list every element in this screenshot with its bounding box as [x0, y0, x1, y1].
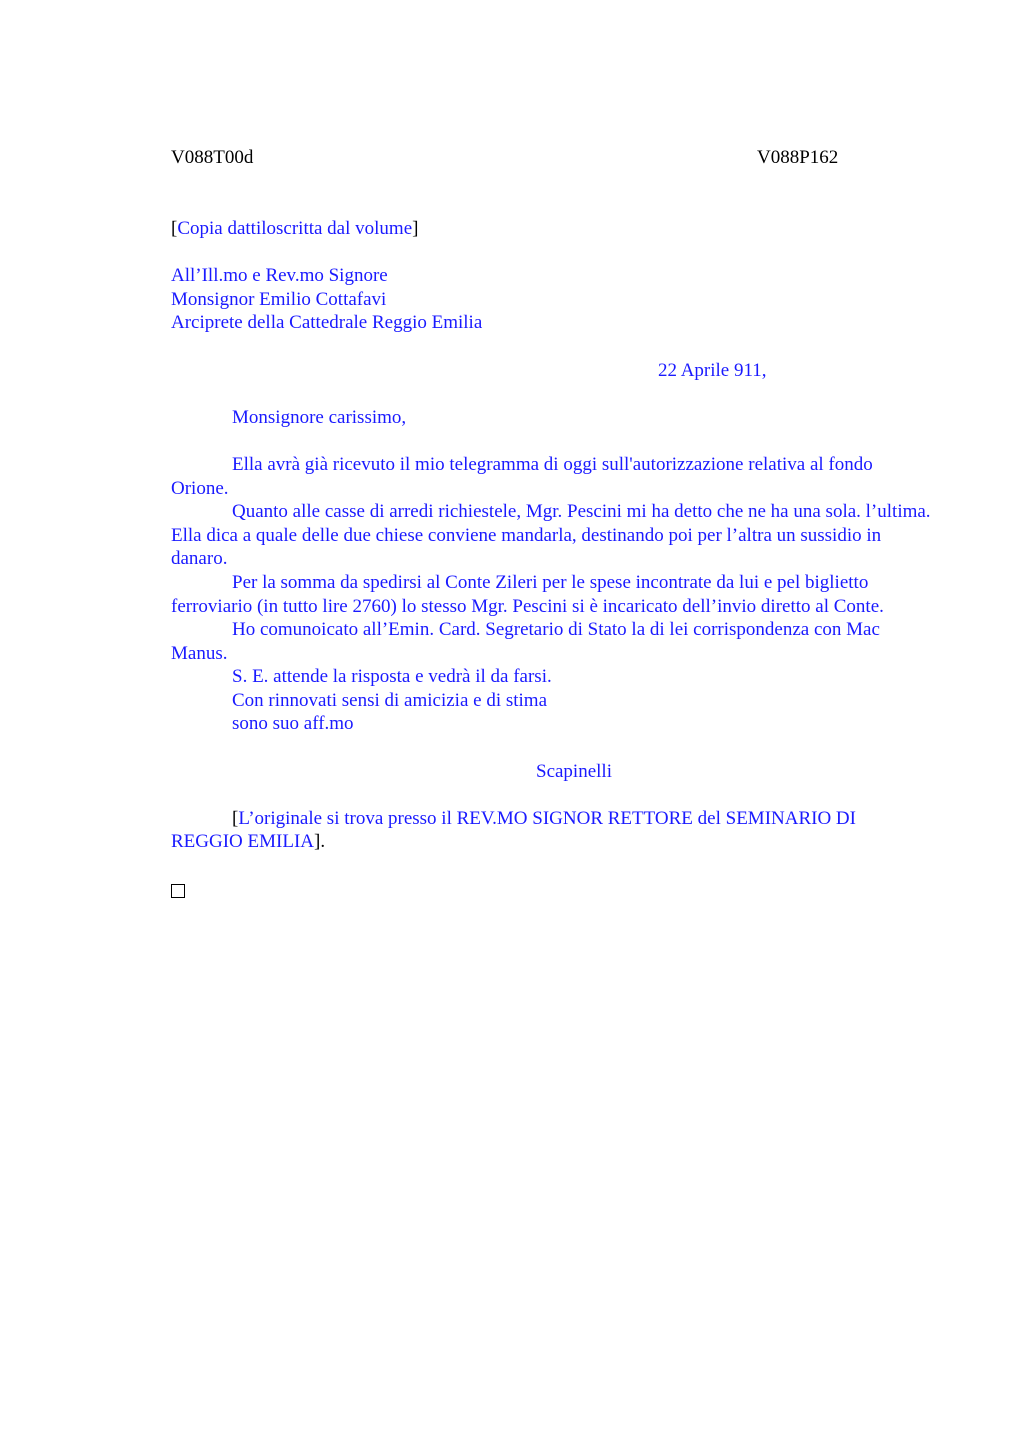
address-line-2: Monsignor Emilio Cottafavi: [171, 288, 387, 310]
letter-body: [171, 453, 931, 736]
end-of-document-square-icon: [171, 884, 185, 898]
body-paragraph-6: Con rinnovati sensi di amicizia e di stima: [232, 689, 548, 711]
page-code-right: V088P162: [757, 147, 839, 168]
source-note-open-bracket: [: [171, 218, 178, 239]
address-block: [171, 264, 931, 335]
end-marker: [171, 878, 931, 904]
body-paragraph-5: S. E. attende la risposta e vedrà il da farsi.: [232, 666, 552, 688]
original-note-open-bracket: [: [232, 807, 239, 829]
source-note-close-bracket: ]: [412, 218, 419, 239]
original-note: [171, 807, 931, 854]
body-paragraph-4: Ho comunoicato all’Emin. Card. Segretario di Stato la di lei corrispondenza con Mac Manus.: [171, 619, 880, 664]
volume-code-left: V088T00d: [171, 147, 254, 168]
source-note: [171, 217, 931, 241]
source-note-text: Copia dattiloscritta dal volume: [177, 218, 413, 239]
salutation: Monsignore carissimo,: [232, 406, 407, 428]
body-paragraph-2: Quanto alle casse di arredi richiestele, Mgr. Pescini mi ha detto che ne ha una sola. l’ultima. Ella dica a quale delle due chiese conviene mandarla, destinando poi per l’altra un sussidio in danaro.: [171, 501, 931, 570]
body-paragraph-7: sono suo aff.mo: [232, 713, 354, 735]
letter-date: 22 Aprile 911,: [658, 359, 767, 381]
signature: Scapinelli: [536, 760, 612, 782]
document-page: [171, 146, 931, 904]
address-line-3: Arciprete della Cattedrale Reggio Emilia: [171, 312, 483, 334]
document-header: [171, 146, 931, 170]
body-paragraph-3: Per la somma da spedirsi al Conte Zileri per le spese incontrate da lui e pel biglietto ferroviario (in tutto lire 2760) lo stesso Mgr. Pescini si è incaricato dell’invio diretto al Conte.: [171, 571, 884, 617]
original-note-text: L’originale si trova presso il REV.MO SIGNOR RETTORE del SEMINARIO DI REGGIO EMILIA: [171, 807, 856, 853]
body-paragraph-1: Ella avrà già ricevuto il mio telegramma di oggi sull'autorizzazione relativa al fondo Orione.: [171, 453, 873, 499]
address-line-1: All’Ill.mo e Rev.mo Signore: [171, 265, 388, 287]
original-note-close-bracket: ].: [314, 831, 326, 853]
